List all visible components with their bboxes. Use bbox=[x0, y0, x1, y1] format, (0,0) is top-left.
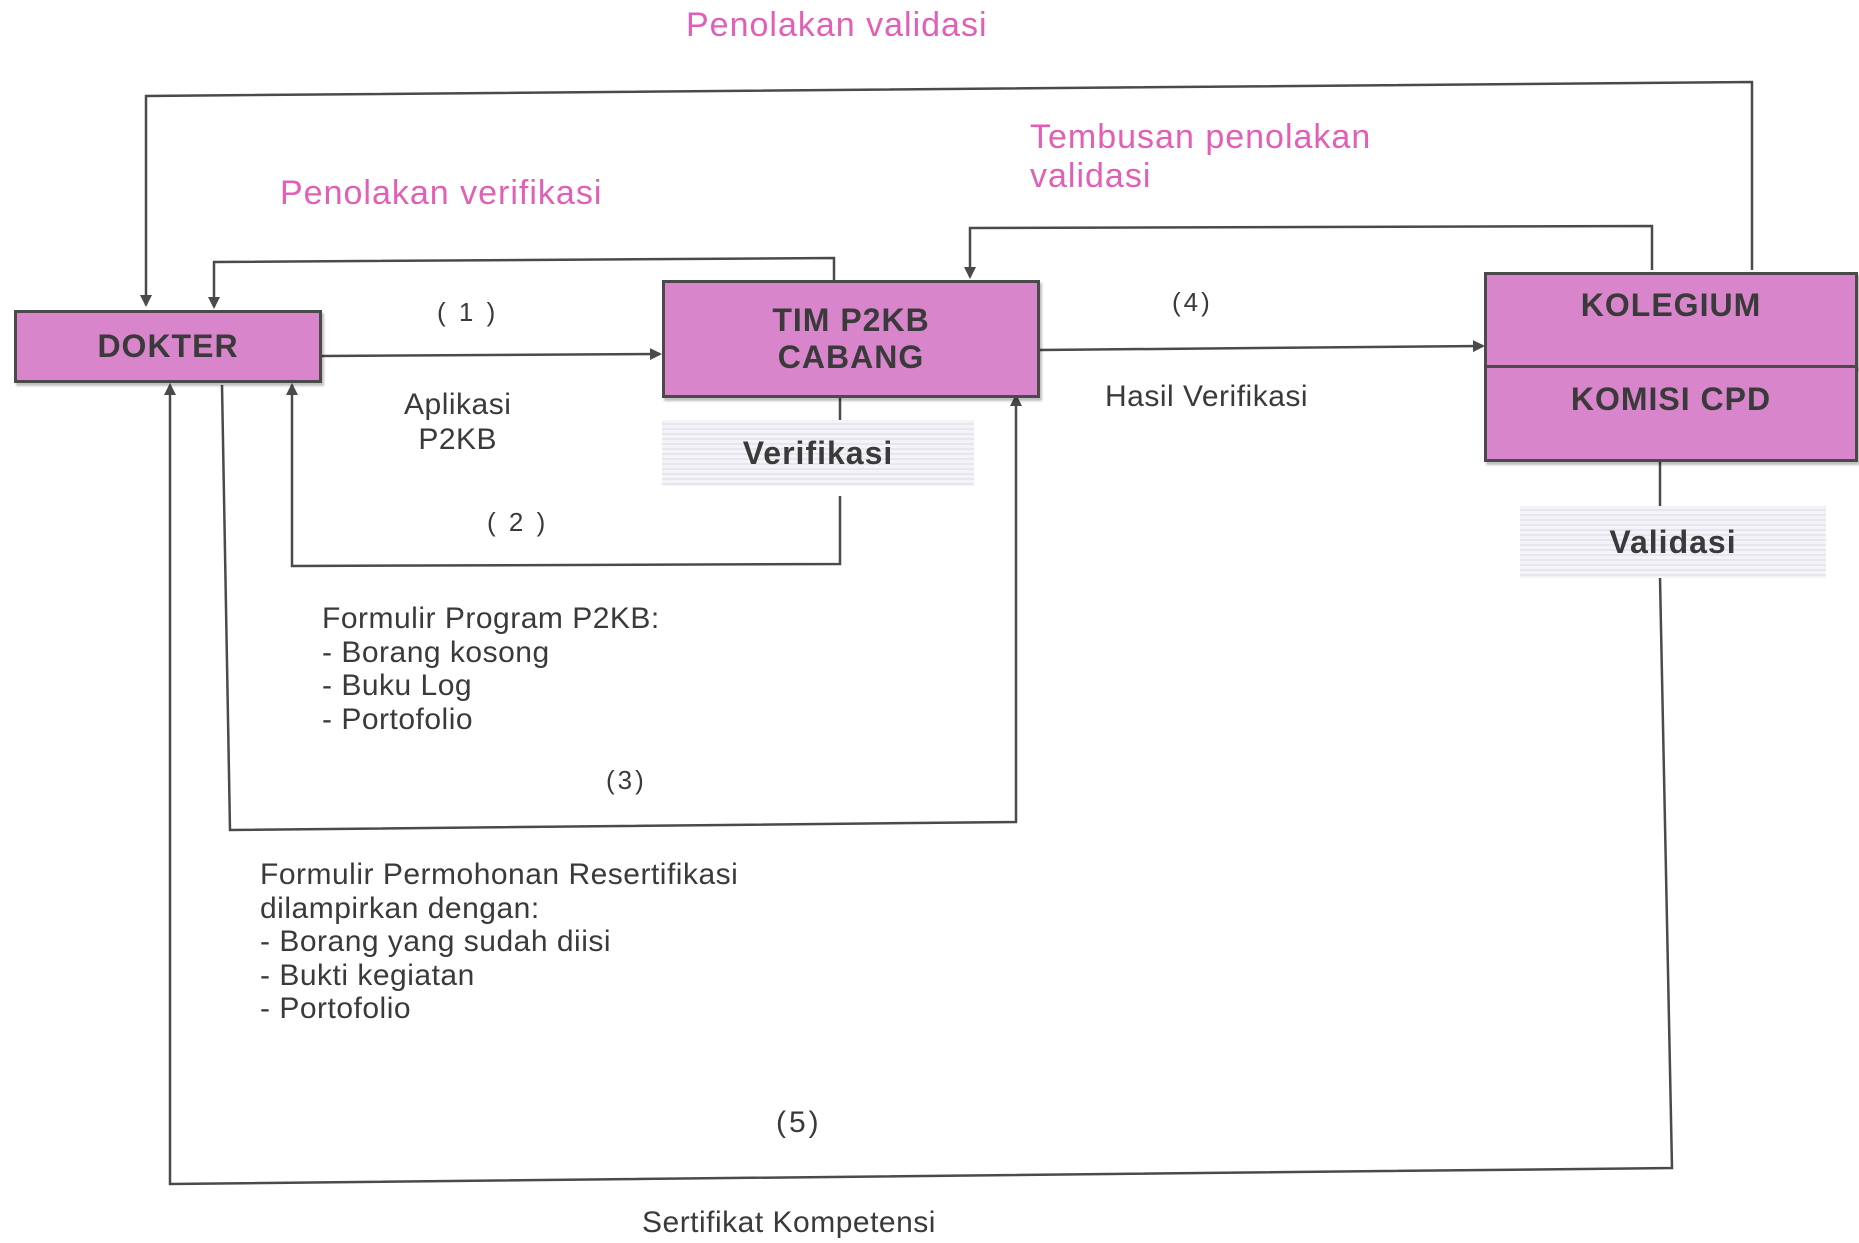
cabang-label: CABANG bbox=[777, 339, 925, 375]
aplikasi-p2kb-label: Aplikasi P2KB bbox=[404, 388, 512, 456]
step3-label: (3) bbox=[606, 765, 647, 795]
penolakan-verifikasi-label: Penolakan verifikasi bbox=[280, 174, 603, 212]
step5-connector bbox=[170, 385, 1672, 1184]
tim-p2kb-label: TIM P2KB bbox=[772, 302, 930, 339]
step1-arrow bbox=[322, 354, 660, 356]
verifikasi-tag: Verifikasi bbox=[662, 420, 974, 486]
formulir-program-label: Formulir Program P2KB: - Borang kosong - Buku Log - Portofolio bbox=[322, 602, 660, 736]
sertifikat-kompetensi-label: Sertifikat Kompetensi bbox=[642, 1206, 936, 1239]
step4-label: (4) bbox=[1172, 287, 1213, 317]
tembusan-penolakan-connector bbox=[970, 226, 1652, 277]
tembusan-penolakan-label: Tembusan penolakan validasi bbox=[1030, 118, 1372, 196]
kolegium-label: KOLEGIUM bbox=[1580, 286, 1762, 323]
dokter-label: DOKTER bbox=[97, 328, 239, 365]
step4-arrow bbox=[1040, 346, 1483, 350]
step2-label: ( 2 ) bbox=[487, 507, 549, 537]
tim-p2kb-box bbox=[662, 280, 1040, 398]
komisi-cpd-box bbox=[1484, 365, 1858, 462]
step5-label: (5) bbox=[776, 1106, 822, 1139]
validasi-tag: Validasi bbox=[1520, 506, 1826, 578]
kolegium-box bbox=[1484, 272, 1858, 368]
formulir-permohonan-label: Formulir Permohonan Resertifikasi dilampirkan dengan: - Borang yang sudah diisi - Bukti kegiatan - Portofolio bbox=[260, 858, 739, 1026]
step1-label: ( 1 ) bbox=[437, 297, 499, 327]
dokter-box bbox=[14, 310, 322, 383]
hasil-verifikasi-label: Hasil Verifikasi bbox=[1105, 380, 1309, 413]
penolakan-validasi-label: Penolakan validasi bbox=[686, 6, 988, 44]
komisi-cpd-label: KOMISI CPD bbox=[1570, 381, 1772, 418]
